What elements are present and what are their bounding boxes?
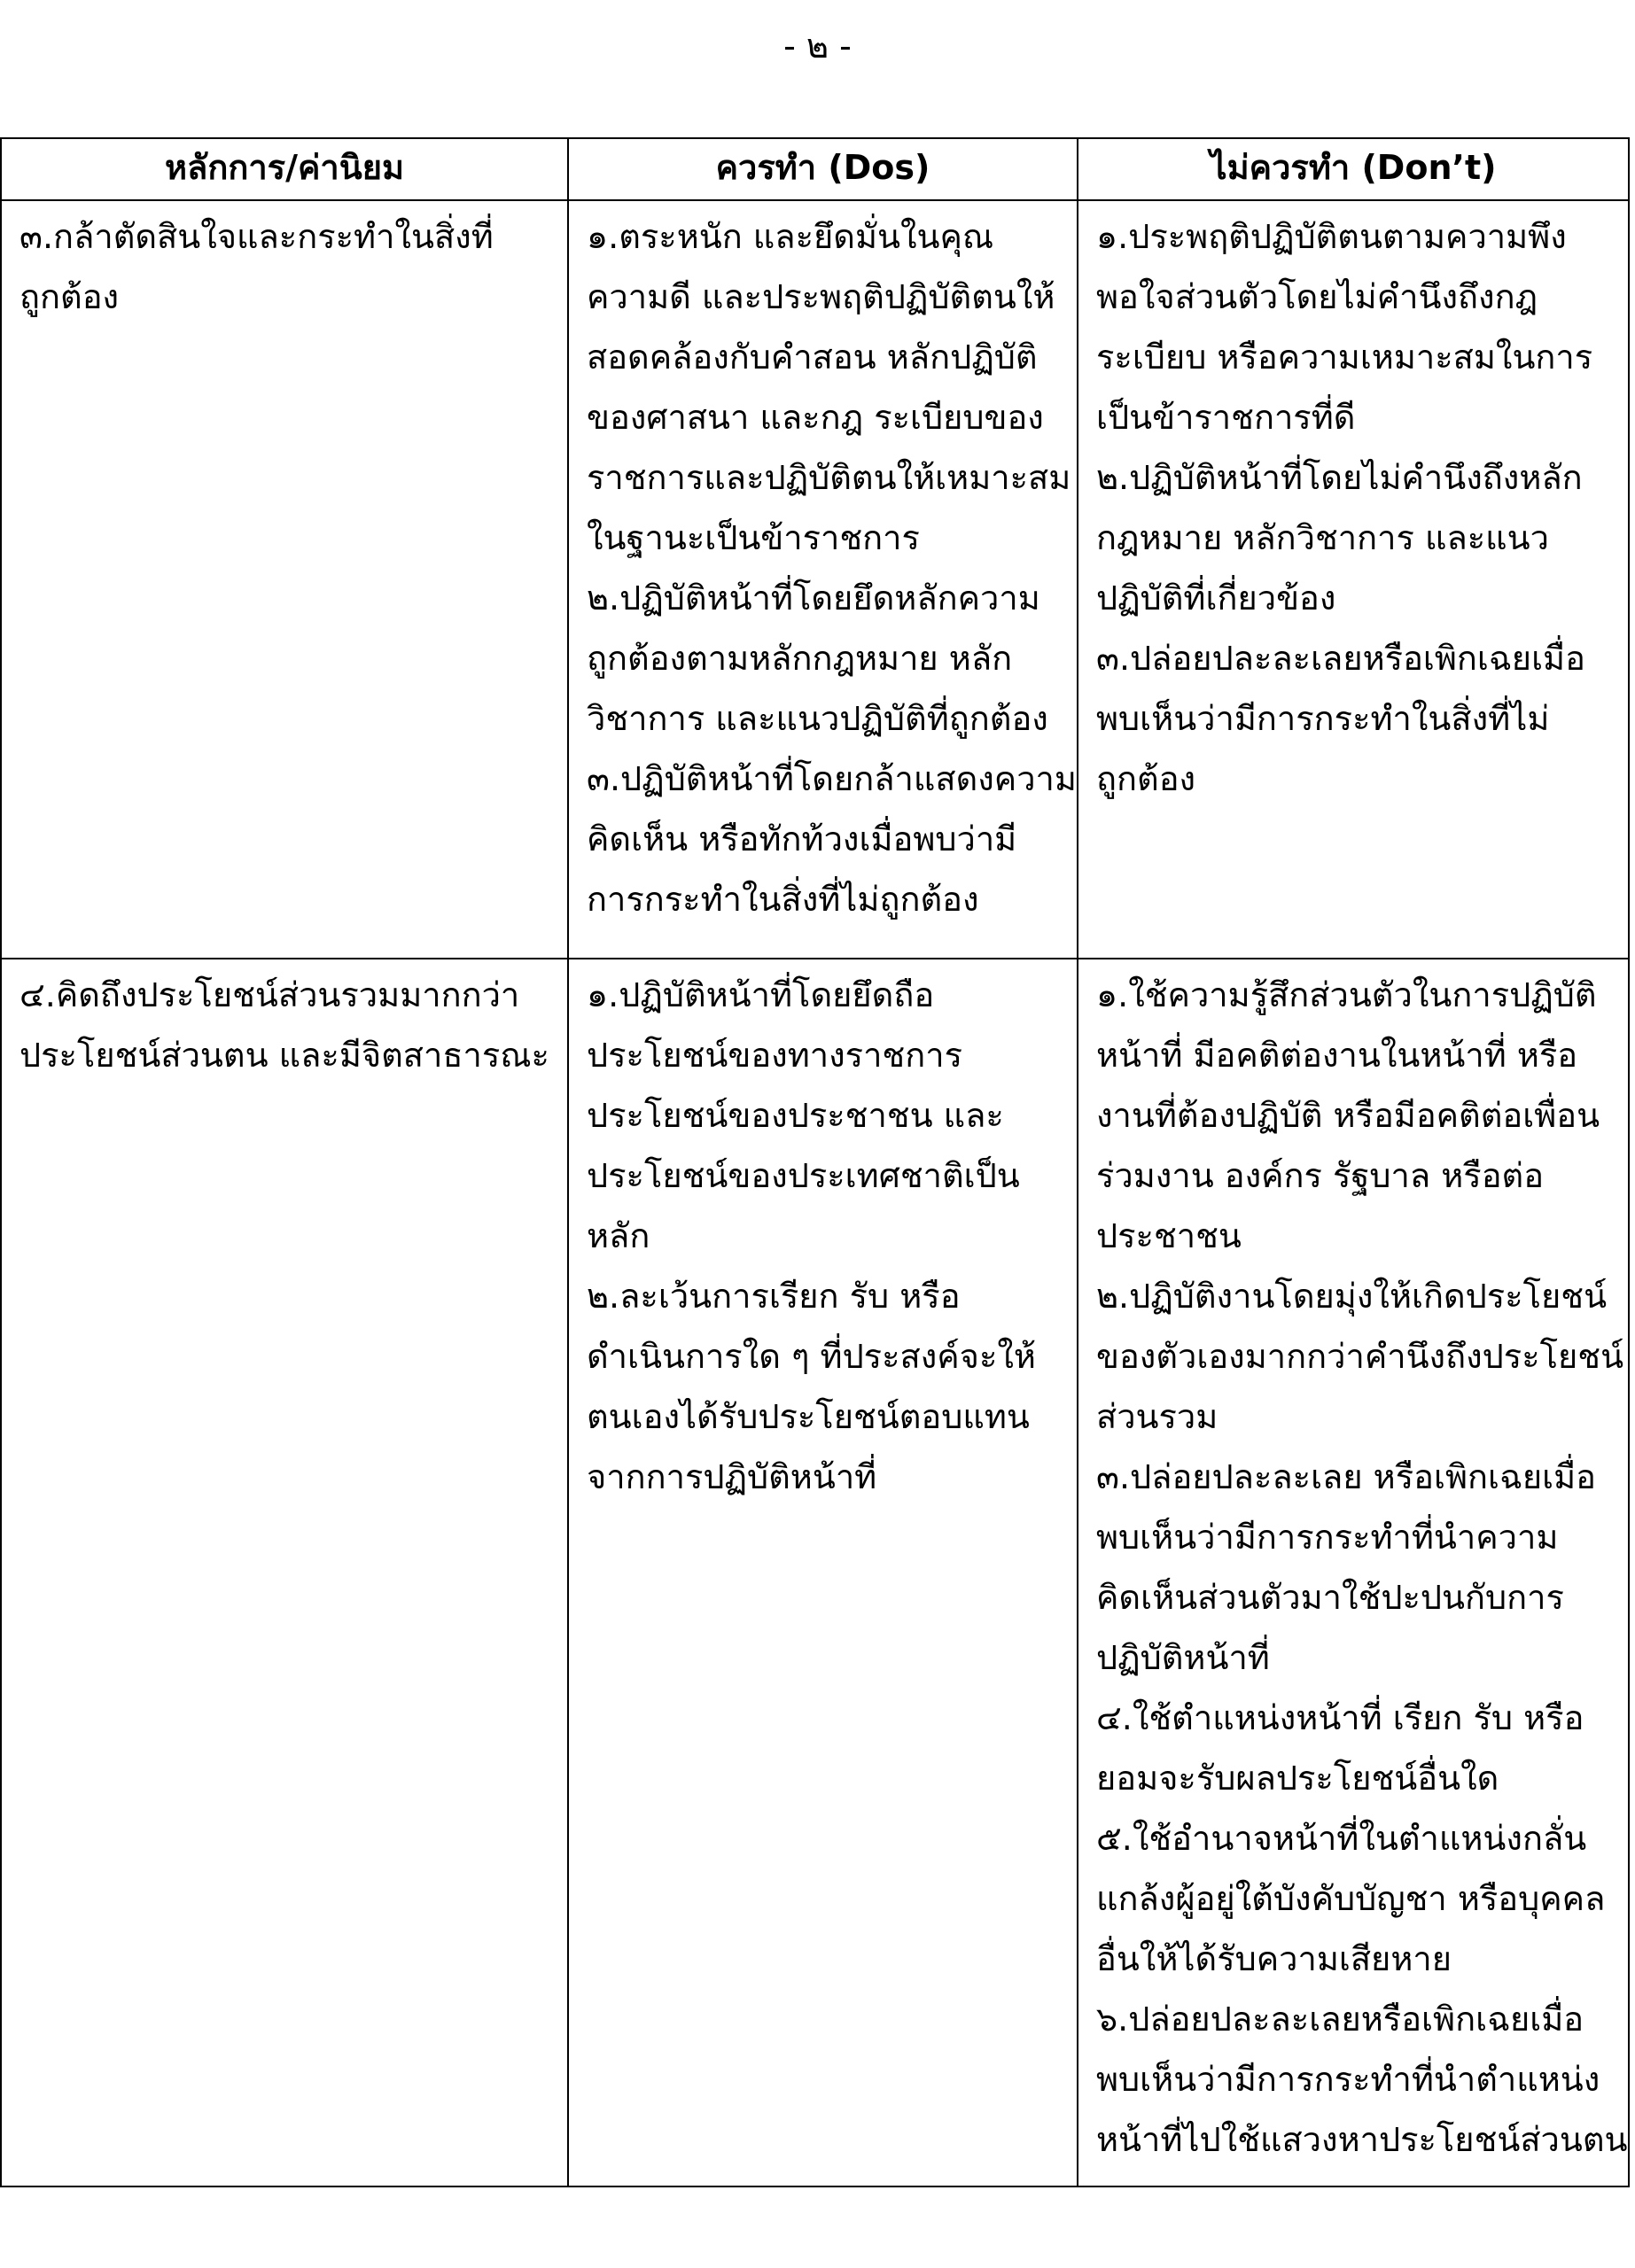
values-table	[0, 137, 1630, 2187]
text-line: ปฏิบัติที่เกี่ยวข้อง	[1096, 579, 1336, 617]
text-line: ๒.ปฏิบัติงานโดยมุ่งให้เกิดประโยชน์	[1096, 1277, 1608, 1316]
text-line: ๑.ใช้ความรู้สึกส่วนตัวในการปฏิบัติ	[1096, 975, 1597, 1014]
text-line: สอดคล้องกับคำสอน หลักปฏิบัติ	[587, 338, 1038, 377]
text-line: ประโยชน์ของประเทศชาติเป็น	[587, 1156, 1020, 1195]
text-line: ปฏิบัติหน้าที่	[1096, 1638, 1270, 1677]
text-line: ยอมจะรับผลประโยชน์อื่นใด	[1096, 1759, 1499, 1798]
donts-cell	[1078, 200, 1629, 959]
table-row	[1, 200, 1629, 959]
text-line: ๑.ตระหนัก และยึดมั่นในคุณ	[587, 217, 994, 256]
text-line: ร่วมงาน องค์กร รัฐบาล หรือต่อ	[1096, 1156, 1545, 1195]
dos-cell	[568, 200, 1078, 959]
principle-cell	[1, 959, 568, 2186]
text-line: เป็นข้าราชการที่ดี	[1096, 398, 1356, 437]
text-line: ในฐานะเป็นข้าราชการ	[587, 518, 920, 557]
text-line: ตนเองได้รับประโยชน์ตอบแทน	[587, 1397, 1030, 1436]
text-line: ของศาสนา และกฎ ระเบียบของ	[587, 398, 1044, 437]
text-line: ๖.ปล่อยปละละเลยหรือเพิกเฉยเมื่อ	[1096, 2000, 1584, 2039]
table-row	[1, 959, 1629, 2186]
text-line: พบเห็นว่ามีการกระทำที่นำความ	[1096, 1518, 1559, 1557]
text-line: ๔.คิดถึงประโยชน์ส่วนรวมมากกว่า	[19, 975, 520, 1014]
text-line: วิชาการ และแนวปฏิบัติที่ถูกต้อง	[587, 699, 1048, 738]
text-line: พบเห็นว่ามีการกระทำที่นำตำแหน่ง	[1096, 2060, 1600, 2099]
text-line: หน้าที่ มีอคติต่องานในหน้าที่ หรือ	[1096, 1036, 1578, 1075]
text-line: จากการปฏิบัติหน้าที่	[587, 1457, 877, 1496]
text-line: ๑.ประพฤติปฏิบัติตนตามความพึง	[1096, 217, 1567, 256]
text-line: ๓.ปล่อยปละละเลย หรือเพิกเฉยเมื่อ	[1096, 1457, 1597, 1496]
text-line: ๒.ปฏิบัติหน้าที่โดยยึดหลักความ	[587, 579, 1040, 617]
text-line: พอใจส่วนตัวโดยไม่คำนึงถึงกฎ	[1096, 277, 1538, 316]
text-line: ดำเนินการใด ๆ ที่ประสงค์จะให้	[587, 1337, 1036, 1376]
header-donts: ไม่ควรทำ (Don’t)	[1078, 138, 1629, 200]
text-line: ประโยชน์ของทางราชการ	[587, 1036, 962, 1075]
text-line: คิดเห็นส่วนตัวมาใช้ปะปนกับการ	[1096, 1578, 1564, 1617]
text-line: ถูกต้อง	[1096, 759, 1196, 798]
text-line: ๒.ปฏิบัติหน้าที่โดยไม่คำนึงถึงหลัก	[1096, 458, 1583, 497]
header-principle: หลักการ/ค่านิยม	[1, 138, 568, 200]
text-line: ความดี และประพฤติปฏิบัติตนให้	[587, 277, 1055, 316]
text-line: พบเห็นว่ามีการกระทำในสิ่งที่ไม่	[1096, 699, 1550, 738]
donts-cell	[1078, 959, 1629, 2186]
text-line: ๓.ปล่อยปละละเลยหรือเพิกเฉยเมื่อ	[1096, 639, 1585, 678]
text-line: หน้าที่ไปใช้แสวงหาประโยชน์ส่วนตน	[1096, 2120, 1628, 2159]
header-dos: ควรทำ (Dos)	[568, 138, 1078, 200]
text-line: กฎหมาย หลักวิชาการ และแนว	[1096, 518, 1549, 557]
text-line: การกระทำในสิ่งที่ไม่ถูกต้อง	[587, 880, 979, 919]
page-number: - ๒ -	[783, 27, 852, 66]
principle-cell	[1, 200, 568, 959]
table-header-row	[1, 138, 1629, 200]
text-line: ส่วนรวม	[1096, 1397, 1218, 1436]
text-line: ของตัวเองมากกว่าคำนึงถึงประโยชน์	[1096, 1337, 1624, 1376]
text-line: ถูกต้องตามหลักกฎหมาย หลัก	[587, 639, 1013, 678]
text-line: หลัก	[587, 1216, 650, 1255]
text-line: ประโยชน์ส่วนตน และมีจิตสาธารณะ	[19, 1036, 549, 1075]
text-line: ๑.ปฏิบัติหน้าที่โดยยึดถือ	[587, 975, 935, 1014]
text-line: ๓.กล้าตัดสินใจและกระทำในสิ่งที่	[19, 217, 494, 256]
text-line: ถูกต้อง	[19, 277, 120, 316]
text-line: ๕.ใช้อำนาจหน้าที่ในตำแหน่งกลั่น	[1096, 1819, 1587, 1858]
text-line: ๒.ละเว้นการเรียก รับ หรือ	[587, 1277, 961, 1316]
text-line: ๔.ใช้ตำแหน่งหน้าที่ เรียก รับ หรือ	[1096, 1698, 1584, 1737]
text-line: คิดเห็น หรือทักท้วงเมื่อพบว่ามี	[587, 819, 1017, 858]
text-line: ประชาชน	[1096, 1216, 1242, 1255]
text-line: แกล้งผู้อยู่ใต้บังคับบัญชา หรือบุคคล	[1096, 1879, 1606, 1918]
text-line: อื่นให้ได้รับความเสียหาย	[1096, 1939, 1452, 1978]
text-line: งานที่ต้องปฏิบัติ หรือมีอคติต่อเพื่อน	[1096, 1096, 1600, 1135]
text-line: ระเบียบ หรือความเหมาะสมในการ	[1096, 338, 1593, 377]
text-line: ๓.ปฏิบัติหน้าที่โดยกล้าแสดงความ	[587, 759, 1077, 798]
dos-cell	[568, 959, 1078, 2186]
text-line: ราชการและปฏิบัติตนให้เหมาะสม	[587, 458, 1071, 497]
text-line: ประโยชน์ของประชาชน และ	[587, 1096, 1004, 1135]
